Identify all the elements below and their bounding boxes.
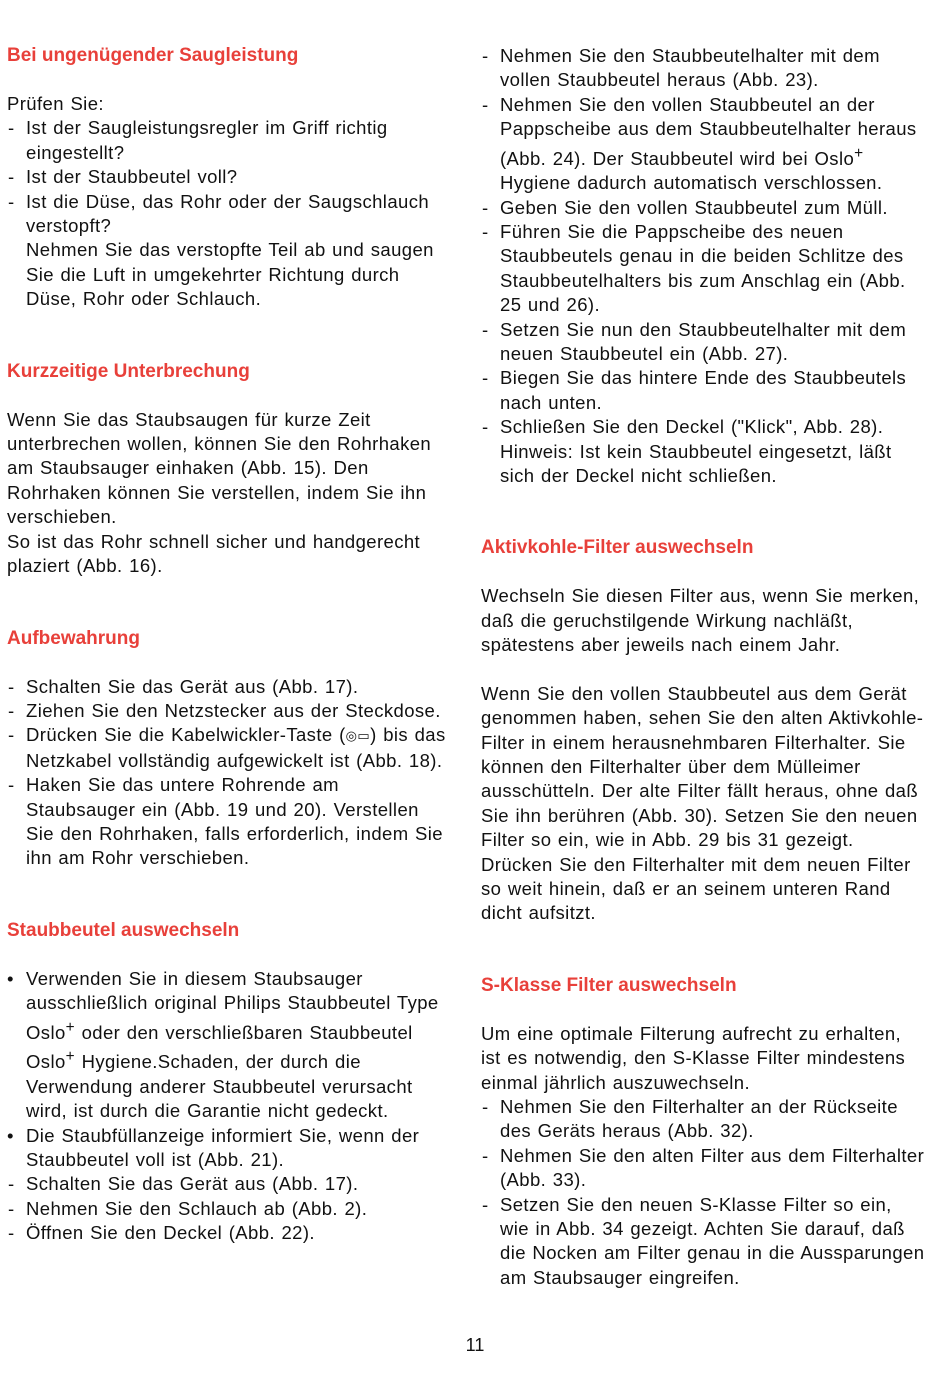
intro-text: Prüfen Sie: [7, 93, 104, 114]
section-heading: Aktivkohle-Filter auswechseln [481, 537, 754, 559]
paragraph: Wenn Sie das Staubsaugen für kurze Zeit unterbrechen wollen, können Sie den Rohrhaken am Staubsauger einhaken (Abb. 15). Den Rohrhaken können Sie verstellen, indem Sie ihn verschieben. [7, 408, 432, 528]
paragraph: So ist das Rohr schnell sicher und handgerecht plaziert (Abb. 16). [7, 530, 421, 577]
section-s-klasse [481, 974, 926, 1290]
list-item-note: Nehmen Sie das verstopfte Teil ab und saugen Sie die Luft in umgekehrter Richtung durch Düse, Rohr oder Schlauch. [26, 239, 434, 310]
list-item: - Öffnen Sie den Deckel (Abb. 22). [7, 1221, 447, 1245]
list-item-text: Drücken Sie die Kabelwickler-Taste ( [26, 724, 346, 746]
list-item: - Ziehen Sie den Netzstecker aus der Steckdose. [7, 699, 447, 723]
list-item [7, 190, 447, 312]
right-column [481, 44, 926, 1290]
section-heading: S-Klasse Filter auswechseln [481, 974, 737, 996]
section-saugleistung [7, 44, 447, 312]
section-staubbeutel-continued [481, 44, 926, 488]
superscript-plus: + [65, 1018, 76, 1036]
cable-rewind-icon: ◎▭ [345, 728, 371, 744]
list-item-text: ) bis das Netzkabel vollständig aufgewickelt ist (Abb. 18). [26, 724, 446, 771]
list-item: - Ist der Staubbeutel voll? [7, 165, 447, 189]
step-list [481, 1095, 926, 1290]
list-item: • Die Staubfüllanzeige informiert Sie, wenn der Staubbeutel voll ist (Abb. 21). [7, 1124, 447, 1173]
section-staubbeutel [7, 919, 447, 1246]
list-item: - Nehmen Sie den Filterhalter an der Rückseite des Geräts heraus (Abb. 32). [481, 1095, 926, 1144]
list-item-text: Schließen Sie den Deckel ("Klick", Abb. 28). [500, 416, 884, 438]
paragraph: Wechseln Sie diesen Filter aus, wenn Sie merken, daß die geruchstilgende Wirkung nachläßt, spätestens aber jeweils nach einem Jahr. [481, 585, 920, 656]
section-unterbrechung [7, 360, 447, 579]
list-item-text: Nehmen Sie den vollen Staubbeutel an der Pappscheibe aus dem Staubbeutelhalter heraus (Abb. 24). Der Staubbeutel wird bei Oslo [500, 93, 917, 169]
section-aufbewahrung [7, 627, 447, 871]
list-item: - Nehmen Sie den alten Filter aus dem Filterhalter (Abb. 33). [481, 1144, 926, 1193]
list-item: - Nehmen Sie den Schlauch ab (Abb. 2). [7, 1197, 447, 1221]
list-item [7, 967, 447, 1124]
list-item-text: Hygiene dadurch automatisch verschlossen. [500, 172, 883, 194]
section-heading: Kurzzeitige Unterbrechung [7, 360, 250, 382]
section-heading: Staubbeutel auswechseln [7, 919, 240, 941]
list-item-text: Ist die Düse, das Rohr oder der Saugschlauch verstopft? [26, 190, 430, 237]
list-item-text: Hygiene.Schaden, der durch die Verwendung anderer Staubbeutel verursacht wird, ist durch die Garantie nicht gedeckt. [26, 1051, 413, 1122]
list-item: - Ist der Saugleistungsregler im Griff richtig eingestellt? [7, 116, 447, 165]
step-list [7, 675, 447, 871]
check-list [7, 116, 447, 311]
step-list [481, 44, 926, 488]
paragraph: Um eine optimale Filterung aufrecht zu erhalten, ist es notwendig, den S-Klasse Filter mindestens einmal jährlich auszuwechseln. [481, 1022, 906, 1093]
page-number: 11 [465, 1335, 485, 1355]
list-item [481, 93, 926, 196]
list-item: - Nehmen Sie den Staubbeutelhalter mit dem vollen Staubbeutel heraus (Abb. 23). [481, 44, 926, 93]
list-item-text: oder den verschließbaren Staubbeutel Oslo [26, 1021, 413, 1073]
list-item: - Schalten Sie das Gerät aus (Abb. 17). [7, 675, 447, 699]
section-heading: Bei ungenügender Saugleistung [7, 45, 299, 66]
paragraph: Wenn Sie den vollen Staubbeutel aus dem Gerät genommen haben, sehen Sie den alten Aktivkohle-Filter in einem herausnehmbaren Filterhalter. Sie können den Filterhalter über dem Mülleimer ausschütteln. Der alte Filter fällt heraus, ohne daß Sie ihn berühren (Abb. 30). Setzen Sie den neuen Filter so ein, wie in Abb. 29 bis 31 gezeigt. Drücken Sie den Filterhalter mit dem neuen Filter so weit hinein, daß er an seinem unteren Rand dicht aufsitzt. [481, 682, 924, 924]
section-aktivkohle [481, 536, 926, 925]
list-item: - Setzen Sie nun den Staubbeutelhalter mit dem neuen Staubbeutel ein (Abb. 27). [481, 318, 926, 367]
superscript-plus: + [854, 144, 864, 162]
superscript-plus: + [65, 1048, 76, 1066]
list-item: - Geben Sie den vollen Staubbeutel zum Müll. [481, 196, 926, 220]
list-item: - Setzen Sie den neuen S-Klasse Filter so ein, wie in Abb. 34 gezeigt. Achten Sie darauf, daß die Nocken am Filter genau in die Aussparungen am Staubsauger eingreifen. [481, 1193, 926, 1291]
list-item [7, 723, 447, 773]
list-item-text: Verwenden Sie in diesem Staubsauger ausschließlich original Philips Staubbeutel Type Oslo [26, 967, 439, 1043]
list-item: - Biegen Sie das hintere Ende des Staubbeutels nach unten. [481, 366, 926, 415]
list-item: - Haken Sie das untere Rohrende am Staubsauger ein (Abb. 19 und 20). Verstellen Sie den Rohrhaken, falls erforderlich, indem Sie ihn am Rohr verschieben. [7, 773, 447, 871]
list-item: - Schalten Sie das Gerät aus (Abb. 17). [7, 1172, 447, 1196]
list-item-note: Hinweis: Ist kein Staubbeutel eingesetzt, läßt sich der Deckel nicht schließen. [500, 440, 892, 487]
step-list [7, 967, 447, 1246]
list-item [481, 415, 926, 488]
left-column [7, 44, 447, 1246]
section-heading: Aufbewahrung [7, 627, 140, 649]
list-item: - Führen Sie die Pappscheibe des neuen Staubbeutels genau in die beiden Schlitze des Staubbeutelhalters bis zum Anschlag ein (Abb. 25 und 26). [481, 220, 926, 318]
